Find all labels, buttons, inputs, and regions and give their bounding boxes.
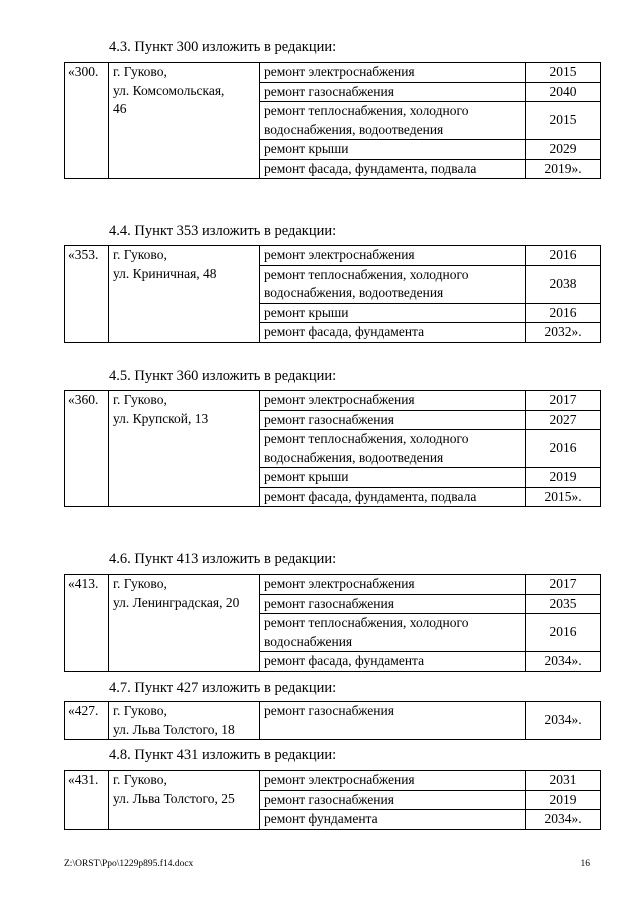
item-number: «431. [65,771,109,830]
work-type: ремонт газоснабжения [260,594,526,614]
work-type: ремонт фасада, фундамента, подвала [260,487,526,507]
work-year: 2034». [526,810,601,830]
work-year: 2016 [526,614,601,652]
work-year: 2016 [526,430,601,468]
work-type: ремонт газоснабжения [260,410,526,430]
item-address: г. Гуково, ул. Криничная, 48 [109,246,260,343]
item-address: г. Гуково, ул. Ленинградская, 20 [109,575,260,672]
footer-file-path: Z:\ORST\Ppo\1229p895.f14.docx [64,859,194,869]
section-title: 4.5. Пункт 360 изложить в редакции: [109,368,337,384]
work-year: 2015». [526,487,601,507]
section-title: 4.4. Пункт 353 изложить в редакции: [109,223,337,239]
work-type: ремонт теплоснабжения, холодного водоснабжения, водоотведения [260,265,526,303]
item-address: г. Гуково, ул. Крупской, 13 [109,391,260,507]
work-type: ремонт фундамента [260,810,526,830]
section-title: 4.3. Пункт 300 изложить в редакции: [109,39,337,55]
work-type: ремонт электроснабжения [260,391,526,411]
work-type: ремонт электроснабжения [260,63,526,83]
item-number: «300. [65,63,109,179]
table-row [65,575,601,595]
section-table [64,245,601,343]
section-table [64,770,601,830]
work-year: 2019». [526,159,601,179]
work-year: 2015 [526,102,601,140]
work-type: ремонт фасада, фундамента, подвала [260,159,526,179]
work-year: 2034». [526,702,601,740]
work-year: 2017 [526,575,601,595]
work-type: ремонт электроснабжения [260,771,526,791]
work-type: ремонт крыши [260,468,526,488]
work-type: ремонт фасада, фундамента [260,323,526,343]
work-type: ремонт фасада, фундамента [260,652,526,672]
work-year: 2019 [526,790,601,810]
footer-page-number: 16 [580,859,590,869]
item-number: «413. [65,575,109,672]
work-type: ремонт крыши [260,303,526,323]
work-year: 2040 [526,82,601,102]
work-type: ремонт крыши [260,140,526,160]
work-year: 2031 [526,771,601,791]
work-type: ремонт газоснабжения [260,702,526,740]
work-type: ремонт электроснабжения [260,246,526,266]
item-number: «427. [65,702,109,740]
item-address: г. Гуково, ул. Льва Толстого, 25 [109,771,260,830]
table-row [65,63,601,83]
work-year: 2019 [526,468,601,488]
section-table [64,62,601,179]
work-year: 2016 [526,246,601,266]
section-title: 4.7. Пункт 427 изложить в редакции: [109,680,337,696]
work-type: ремонт теплоснабжения, холодного водоснабжения [260,614,526,652]
section-table [64,390,601,507]
work-year: 2016 [526,303,601,323]
work-year: 2029 [526,140,601,160]
work-type: ремонт теплоснабжения, холодного водоснабжения, водоотведения [260,102,526,140]
work-year: 2035 [526,594,601,614]
table-row [65,391,601,411]
table-row [65,771,601,791]
work-type: ремонт газоснабжения [260,790,526,810]
work-year: 2015 [526,63,601,83]
item-address: г. Гуково, ул. Комсомольская, 46 [109,63,260,179]
item-number: «360. [65,391,109,507]
work-year: 2017 [526,391,601,411]
work-type: ремонт электроснабжения [260,575,526,595]
table-row [65,702,601,740]
work-year: 2027 [526,410,601,430]
section-title: 4.6. Пункт 413 изложить в редакции: [109,551,337,567]
work-year: 2034». [526,652,601,672]
section-table [64,701,601,740]
section-table [64,574,601,672]
work-type: ремонт теплоснабжения, холодного водоснабжения, водоотведения [260,430,526,468]
section-title: 4.8. Пункт 431 изложить в редакции: [109,747,337,763]
item-address: г. Гуково, ул. Льва Толстого, 18 [109,702,260,740]
work-year: 2038 [526,265,601,303]
item-number: «353. [65,246,109,343]
work-year: 2032». [526,323,601,343]
work-type: ремонт газоснабжения [260,82,526,102]
table-row [65,246,601,266]
